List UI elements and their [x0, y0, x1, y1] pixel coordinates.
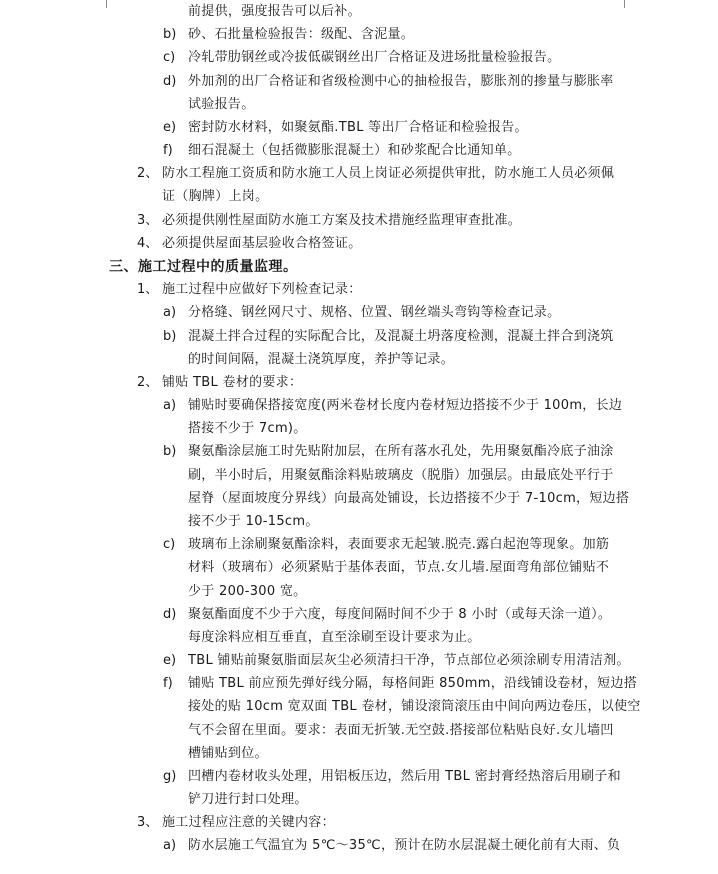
page-corner-mark-right [624, 0, 645, 8]
list-marker: 1、 [137, 282, 159, 298]
list-marker: g) [163, 768, 177, 784]
list-marker: c) [163, 537, 176, 553]
list-marker: e) [163, 653, 177, 669]
list-marker: e) [163, 119, 177, 135]
continuation-line: 气不会留在里面。要求：表面无折皱.无空鼓.搭接部位粘贴良好.女儿墙凹 [188, 722, 614, 738]
list-item-text: 施工过程应注意的关键内容： [162, 815, 335, 831]
list-marker: d) [163, 73, 177, 89]
continuation-line: 前提供，强度报告可以后补。 [188, 4, 361, 19]
list-item-text: 冷轧带肋钢丝或冷拔低碳钢丝出厂合格证及进场批量检验报告。 [188, 50, 561, 66]
list-item-text: 分格缝、钢丝网尺寸、规格、位置、钢丝端头弯钩等检查记录。 [188, 305, 561, 321]
list-item-text: 密封防水材料，如聚氨酯.TBL 等出厂合格证和检验报告。 [188, 119, 528, 135]
list-marker: 3、 [137, 212, 159, 228]
list-marker: c) [163, 50, 176, 66]
list-item-text: 防水层施工气温宜为 5℃～35℃，预计在防水层混凝土硬化前有大雨、负 [188, 838, 621, 854]
continuation-line: 屋脊（屋面坡度分界线）向最高处铺设，长边搭接不少于 7-10cm，短边搭 [188, 490, 630, 506]
list-marker: b) [163, 27, 177, 43]
list-item-text: 施工过程中应做好下列检查记录： [162, 282, 362, 298]
list-marker: b) [163, 444, 177, 460]
list-marker: b) [163, 328, 177, 344]
list-item-text: TBL 铺贴前聚氨脂面层灰尘必须清扫干净，节点部位必须涂刷专用清洁剂。 [188, 653, 630, 669]
list-item-text: 聚氨酯涂层施工时先贴附加层，在所有落水孔处，先用聚氨酯冷底子油涂 [188, 444, 614, 460]
continuation-line: 接处的贴 10cm 宽双面 TBL 卷材，铺设滚筒滚压由中间向两边卷压，以使空 [188, 699, 641, 715]
section-heading: 三、施工过程中的质量监理。 [109, 258, 298, 275]
continuation-line: 铲刀进行封口处理。 [188, 792, 308, 808]
continuation-line: 试验报告。 [188, 96, 255, 112]
list-marker: a) [163, 305, 177, 321]
list-item-text: 必须提供屋面基层验收合格签证。 [162, 235, 362, 251]
list-item-text: 混凝土拌合过程的实际配合比，及混凝土坍落度检测，混凝土拌合到浇筑 [188, 328, 614, 344]
list-marker: f) [163, 143, 173, 159]
list-marker: a) [163, 398, 177, 414]
list-marker: 4、 [137, 235, 159, 251]
list-marker: 2、 [137, 374, 159, 390]
continuation-line: 的时间间隔，混凝土浇筑厚度，养护等记录。 [188, 351, 455, 367]
page-corner-mark-left [86, 0, 107, 8]
list-marker: f) [163, 676, 173, 692]
continuation-line: 材料（玻璃布）必须紧贴于基体表面，节点.女儿墙.屋面弯角部位铺贴不 [188, 560, 610, 576]
continuation-line: 槽铺贴到位。 [188, 745, 268, 761]
list-item-text: 玻璃布上涂刷聚氨酯涂料，表面要求无起皱.脱壳.露白起泡等现象。加筋 [188, 537, 610, 553]
continuation-line: 少于 200-300 宽。 [188, 583, 307, 599]
list-item-text: 砂、石批量检验报告：级配、含泥量。 [188, 27, 415, 43]
list-marker: d) [163, 606, 177, 622]
list-item-text: 必须提供刚性屋面防水施工方案及技术措施经监理审查批准。 [162, 212, 522, 228]
list-item-text: 铺贴 TBL 前应预先弹好线分隔，每格间距 850mm，沿线铺设卷材，短边搭 [188, 676, 638, 692]
continuation-line: 证（胸牌）上岗。 [162, 189, 269, 205]
list-marker: 2、 [137, 166, 159, 182]
list-item-text: 外加剂的出厂合格证和省级检测中心的抽检报告，膨胀剂的掺量与膨胀率 [188, 73, 614, 89]
list-item-text: 铺贴 TBL 卷材的要求： [162, 374, 303, 390]
list-item-text: 凹槽内卷材收头处理，用铝板压边，然后用 TBL 密封膏经热溶后用刷子和 [188, 768, 621, 784]
continuation-line: 每度涂料应相互垂直，直至涂刷至设计要求为止。 [188, 629, 481, 645]
list-marker: 3、 [137, 815, 159, 831]
list-item-text: 细石混凝土（包括微膨胀混凝土）和砂浆配合比通知单。 [188, 143, 521, 159]
continuation-line: 搭接不少于 7cm)。 [188, 421, 307, 437]
list-item-text: 聚氨酯面度不少于六度，每度间隔时间不少于 8 小时（或每天涂一道）。 [188, 606, 612, 622]
continuation-line: 刷，半小时后，用聚氨酯涂料贴玻璃皮（脱脂）加强层。由最底处平行于 [188, 467, 614, 483]
list-item-text: 防水工程施工资质和防水施工人员上岗证必须提供审批，防水施工人员必须佩 [162, 166, 615, 182]
list-marker: a) [163, 838, 177, 854]
continuation-line: 接不少于 10-15cm。 [188, 513, 319, 529]
list-item-text: 铺贴时要确保搭接宽度(两米卷材长度内卷材短边搭接不少于 100m，长边 [188, 398, 623, 414]
